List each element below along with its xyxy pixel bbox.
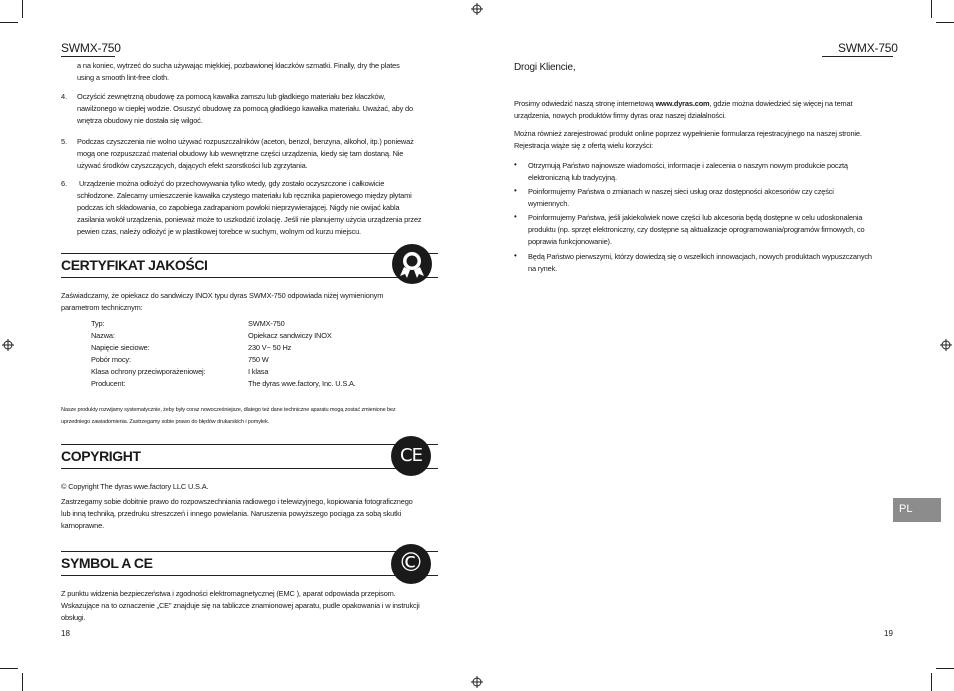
registration-mark-icon [940,339,952,351]
registration-mark-icon [471,3,483,15]
crop-mark [22,0,23,18]
section-rule [61,551,438,552]
header-rule-left [61,56,115,57]
section-title-copyright: COPYRIGHT [61,448,141,464]
bullet-icon: • [514,212,517,221]
crop-mark [22,673,23,691]
crop-mark [0,22,18,23]
spec-value: I klasa [248,367,269,376]
header-rule-right [822,56,893,57]
benefit-item: Poinformujemy Państwa o zmianach w naszej sieci usług oraz dostępności akcesoriów czy części wymiennych. [528,187,834,208]
page-number-right: 19 [884,629,893,638]
spec-label: Klasa ochrony przeciwporażeniowej: [91,367,206,376]
item3-continuation: a na koniec, wytrzeć do sucha używając miękkiej, pozbawionej kłaczków szmatki. Finally, dry the plates using a smooth lint-free cloth. [77,61,400,82]
spec-value: Opiekacz sandwiczy INOX [248,331,332,340]
crop-mark [936,22,954,23]
greeting: Drogi Kliencie, [514,62,576,73]
model-header-left: SWMX-750 [61,41,121,55]
spec-value: 750 W [248,355,269,364]
copyright-text: Zastrzegamy sobie dobitnie prawo do rozpowszechniania radiowego i telewizyjnego, kopiowania fotograficznego lub inną techniką, przedruku streszczeń i innego powielania. Naruszenia powyższego pociąga za sobą skutki karnoprawne. [61,497,413,530]
section-title-ce: SYMBOL A CE [61,555,153,571]
spec-value: SWMX-750 [248,319,285,328]
bullet-icon: • [514,160,517,169]
page-number-left: 18 [61,629,70,638]
website-link[interactable]: www.dyras.com [655,99,710,108]
registration-mark-icon [471,676,483,688]
visit-paragraph: Prosimy odwiedzić naszą stronę internetową www.dyras.com, gdzie można dowiedzieć się więcej na temat urządzenia, nowych produktów firmy dyras oraz naszej działalności. [514,99,853,120]
section-title-certificate: CERTYFIKAT JAKOŚCI [61,257,208,273]
spec-label: Nazwa: [91,331,115,340]
crop-mark [936,668,954,669]
benefit-item: Będą Państwo pierwszymi, którzy dowiedzą się o wszelkich innowacjach, nowych produktach wypuszczanych na rynek. [528,252,872,273]
item4-number: 4. [61,92,67,101]
item4-text: Oczyścić zewnętrzną obudowę za pomocą kawałka zamszu lub gładkiego materiału bez kłaczków, nawilżonego w ciepłej wodzie. Osuszyć obudowę za pomocą gładkiego kawałka materiału. Uważać, aby do wnętrza obudowy nie dostała się wilgoć. [77,92,413,125]
crop-mark [931,0,932,18]
copyright-line: © Copyright The dyras wwe.factory LLC U.S.A. [61,482,209,491]
copyright-symbol-icon: © [391,544,431,584]
spec-value: The dyras wwe.factory, Inc. U.S.A. [248,379,356,388]
ce-mark-icon: CE [391,436,431,476]
model-header-right: SWMX-750 [838,41,898,55]
section-rule [61,575,438,576]
section-rule [61,468,438,469]
item6-number: 6. [61,179,67,188]
ce-text: Z punktu widzenia bezpieczeństwa i zgodności elektromagnetycznej (EMC ), aparat odpowiada przepisom. Wskazujące na to oznaczenie „CE" znajduje się na tabliczce znamionowej aparatu, pudle opakowania i w instrukcji obsługi. [61,589,420,622]
certificate-intro: Zaświadczamy, że opiekacz do sandwiczy INOX typu dyras SWMX-750 odpowiada niżej wymienionym parametrom technicznym: [61,291,384,312]
section-rule [61,444,438,445]
spec-label: Producent: [91,379,126,388]
item5-number: 5. [61,137,67,146]
language-tab: PL [893,498,941,522]
registration-mark-icon [2,339,14,351]
spec-label: Napięcie sieciowe: [91,343,150,352]
section-rule [61,253,438,254]
bullet-icon: • [514,251,517,260]
crop-mark [931,673,932,691]
register-paragraph: Można również zarejestrować produkt online poprzez wypełnienie formularza rejestracyjnego na naszej stronie. Rejestracja wiąże się z ofertą wielu korzyści: [514,129,862,150]
benefit-item: Otrzymują Państwo najnowsze wiadomości, informacje i zalecenia o naszym nowym produkcie pocztą elektroniczną lub tradycyjną. [528,161,848,182]
benefit-item: Poinformujemy Państwa, jeśli jakiekolwiek nowe części lub akcesoria będą dostępne w celu udoskonalenia produktu (np. sprzęt elektroniczny, czy dostępne są aktualizacje oprogramowania/programów firmowych, co poprawia funkcjonowanie). [528,213,865,246]
certificate-note: Nasze produkty rozwijamy systematycznie, żeby były coraz nowocześniejsze, dlatego też dane techniczne aparatu mogą zostać zmienione bez uprzedniego zawiadomienia. Zastrzegamy sobie prawo do błędów drukarskich i pomyłek. [61,407,396,425]
spec-label: Pobór mocy: [91,355,131,364]
item5-text: Podczas czyszczenia nie wolno używać rozpuszczalników (aceton, benzol, benzyna, alkohol, itp.) ponieważ mogą one rozpuszczać materiał obudowy lub wewnętrzne części urządzenia, kiedy się tam dostaną. Nie używać środków czyszczących, dających efekt szorstkości lub zgrzytania. [77,137,414,170]
spec-value: 230 V~ 50 Hz [248,343,292,352]
crop-mark [0,668,18,669]
bullet-icon: • [514,186,517,195]
section-rule [61,277,438,278]
item6-text: Urządzenie można odłożyć do przechowywania tylko wtedy, gdy zostało oczyszczone i całkowicie schłodzone. Zalecamy umieszczenie kawałka czystego materiału lub ręcznika papierowego między płytami podczas ich składowania, co zapobiega zadrapaniom powłoki nieprzywierającej. Nigdy nie owijać kabla zasilania wokół urządzenia, ponieważ może to uszkodzić izolację. Jeśli nie planujemy użycia urządzenia przez pewien czas, należy odłożyć je w plastikowej torebce w suchym, wolnym od kurzu miejscu. [77,179,422,236]
quality-award-icon [391,243,433,285]
spec-label: Typ: [91,319,105,328]
